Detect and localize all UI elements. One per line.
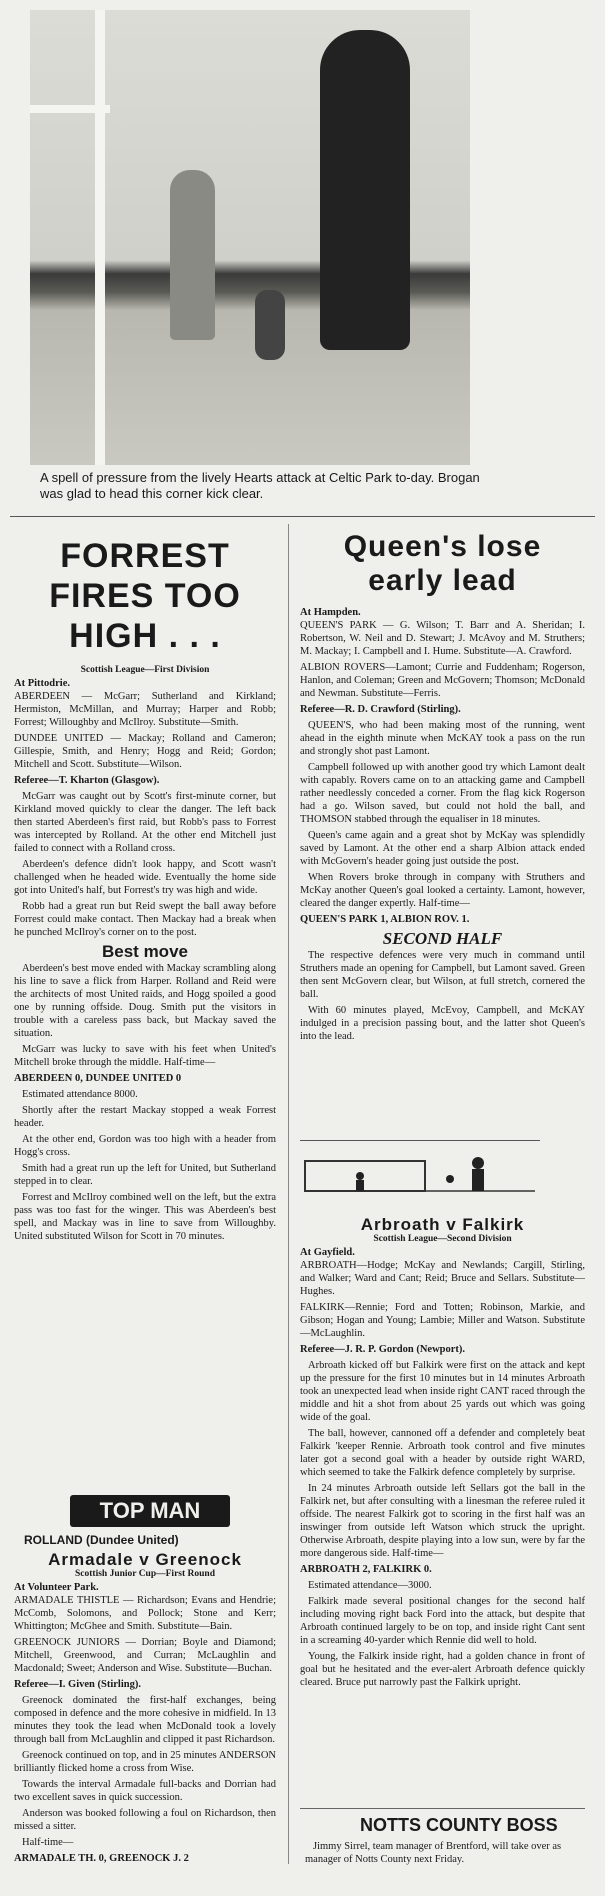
report-paragraph: Campbell followed up with another good try which Lamont dealt with capably. Rovers came on to an attacking game and Campbell rather needlessly conceded a corner. From the flag kick Rogerson had a go. Wilson saved, but could not hold the ball, and THOMSON stabbed through the equaliser in 18 minutes. xyxy=(300,762,585,825)
photo-caption: A spell of pressure from the lively Hearts attack at Celtic Park to-day. Brogan was glad to head this corner kick clear. xyxy=(40,470,480,501)
team-lineup: GREENOCK JUNIORS — Dorrian; Boyle and Diamond; Mitchell, Greenwood, and Curran; McLaughlin and Macdonald; Sweet; Anderson and Wise. Substitute—Buchan. xyxy=(14,1637,276,1674)
team-lineup: ALBION ROVERS—Lamont; Currie and Fuddenham; Rogerson, Hanlon, and Coleman; Green and McGovern; Thomson; McDonald and Newman. Substitute—Ferris. xyxy=(300,662,585,699)
team-lineup: ARMADALE THISTLE — Richardson; Evans and Hendrie; McComb, Solomons, and Pollock; Stone and Kerr; Whittington; McGhee and Smith. Substitute—Bain. xyxy=(14,1595,276,1632)
report-paragraph: Aberdeen's best move ended with Mackay scrambling along his line to save a flick from Harper. Rolland and Reid were the architects of most United raids, and Hogg spoiled a good one by running offside. Doug. Smith put the visitors in trouble with a careless pass back, but Mackay saved the situation. xyxy=(14,963,276,1039)
report-paragraph: Young, the Falkirk inside right, had a golden chance in front of goal but he hesitated and the ever-alert Arbroath defence quickly cleared. Bruce put narrowly past the Falkirk upright. xyxy=(300,1651,585,1688)
team-lineup: ARBROATH—Hodge; McKay and Newlands; Cargill, Stirling, and Walker; Ward and Cant; Reid; Bruce and Sellars. Substitute—Hughes. xyxy=(300,1260,585,1297)
league-kicker: Scottish League—First Division xyxy=(80,665,210,675)
team-lineup: DUNDEE UNITED — Mackay; Rolland and Cameron; Gillespie, Smith, and Henry; Hogg and Reid; Gordon; Mitchell and Scott. Substitute—Wilson. xyxy=(14,733,276,770)
report-paragraph: With 60 minutes played, McEvoy, Campbell, and McKAY indulged in a precision passing bout, and the latter shot Queen's into the lead. xyxy=(300,1005,585,1042)
report-paragraph: QUEEN'S, who had been making most of the running, went ahead in the eighth minute when McKAY took a pass on the run and strongly shot past Lamont. xyxy=(300,720,585,757)
report-paragraph: Queen's came again and a great shot by McKay was splendidly saved by Lamont. At the other end a sharp Albion attack ended with McGovern's header going just outside the post. xyxy=(300,830,585,867)
armadale-headline: Armadale v Greenock xyxy=(48,1550,242,1569)
report-paragraph: Estimated attendance 8000. xyxy=(22,1089,138,1100)
report-paragraph: Towards the interval Armadale full-backs and Dorrian had two excellent saves in quick succession. xyxy=(14,1779,276,1803)
headline-line: FIRES TOO xyxy=(49,577,241,615)
score-line: QUEEN'S PARK 1, ALBION ROV. 1. xyxy=(300,914,470,925)
arbroath-headline: Arbroath v Falkirk xyxy=(360,1215,525,1234)
team-lineup: FALKIRK—Rennie; Ford and Totten; Robinson, Markie, and Gibson; Hogan and Young; Lambie; Miller and Watson. Substitute—McLaughlin. xyxy=(300,1302,585,1339)
report-paragraph: When Rovers broke through in company with Struthers and McKay another Queen's goal looked a certainty. Lamont, however, cleared the danger expertly. Half-time— xyxy=(300,872,585,909)
player-figure-celtic xyxy=(170,170,215,340)
headline-line: HIGH . . . xyxy=(69,617,221,655)
report-paragraph: In 24 minutes Arbroath outside left Sellars got the ball in the Falkirk net, but after consulting with a linesman the referee ruled it offside. The nearest Falkirk got to scoring in the first half was an inswinger from outside left Watson which struck the upright. Otherwise Arbroath, despite playing into a low sun, were by far the more dangerous side. Half-time— xyxy=(300,1483,585,1559)
team-lineup: ABERDEEN — McGarr; Sutherland and Kirkland; Hermiston, McMillan, and Murray; Harper and Robb; Forrest; Willoughby and McIlroy. Substitute—Smith. xyxy=(14,691,276,728)
queens-headline xyxy=(300,530,585,598)
score-line: ARMADALE TH. 0, GREENOCK J. 2 xyxy=(14,1853,189,1864)
report-paragraph: Anderson was booked following a foul on Richardson, then missed a sitter. xyxy=(14,1808,276,1832)
report-paragraph: Smith had a great run up the left for United, but Sutherland stepped in to clear. xyxy=(14,1163,276,1187)
cup-kicker: Scottish Junior Cup—First Round xyxy=(75,1569,215,1579)
referee-line: Referee—T. Kharton (Glasgow). xyxy=(14,775,160,786)
venue: At Volunteer Park. xyxy=(14,1582,99,1593)
notts-headline: NOTTS COUNTY BOSS xyxy=(360,1815,558,1835)
match-photo xyxy=(30,10,470,465)
column-divider xyxy=(288,524,289,1864)
referee-line: Referee—R. D. Crawford (Stirling). xyxy=(300,704,461,715)
league-kicker: Scottish League—Second Division xyxy=(373,1234,512,1244)
report-paragraph: The respective defences were very much in command until Struthers made an opening for Campbell, but Lamont saved. Green then sent McGovern clear, but Wilson, at full stretch, cornered the ball. xyxy=(300,950,585,1000)
report-paragraph: Robb had a great run but Reid swept the ball away before Forrest could make contact. Then Mackay had a break when he punched McIlroy's corner on to the post. xyxy=(14,901,276,938)
report-paragraph: Half-time— xyxy=(22,1837,74,1848)
top-man-name: ROLLAND (Dundee United) xyxy=(24,1533,179,1547)
forrest-headline xyxy=(14,536,276,656)
report-paragraph: Forrest and McIlroy combined well on the left, but the extra pass was too fast for the winger. This was Aberdeen's best spell, and Mackay was in line to save from Willoughby. United substituted Wilson for Scott in 70 minutes. xyxy=(14,1192,276,1242)
report-paragraph: Estimated attendance—3000. xyxy=(308,1580,432,1591)
left-column xyxy=(14,536,276,1246)
photo-divider xyxy=(10,516,595,517)
subheading-best-move: Best move xyxy=(102,942,188,961)
headline-line: Queen's lose xyxy=(343,530,542,563)
report-paragraph: McGarr was caught out by Scott's first-minute corner, but Kirkland moved quickly to clear the danger. The left back then started Aberdeen's first raid, but Robb's pass to Forrest was intercepted by Rolland. At the other end Mitchell just failed to connect with a Rolland cross. xyxy=(14,791,276,854)
score-line: ABERDEEN 0, DUNDEE UNITED 0 xyxy=(14,1073,182,1084)
report-paragraph: Falkirk made several positional changes for the second half including moving right back Ford into the attack, but despite that Arbroath continued largely to be on top, and inside right Cant sent in a screaming 40-yarder which Rennie did well to hold. xyxy=(300,1596,585,1646)
left-column-lower xyxy=(14,1534,276,1868)
referee-line: Referee—I. Given (Stirling). xyxy=(14,1679,141,1690)
referee-line: Referee—J. R. P. Gordon (Newport). xyxy=(300,1344,466,1355)
report-paragraph: Greenock continued on top, and in 25 minutes ANDERSON brilliantly flicked home a cross from Wise. xyxy=(14,1750,276,1774)
report-paragraph: Aberdeen's defence didn't look happy, and Scott wasn't challenged when he headed wide. Eventually the home side got into United's half, but Forrest's try was high and wide. xyxy=(14,859,276,896)
report-paragraph: Shortly after the restart Mackay stopped a weak Forrest header. xyxy=(14,1105,276,1129)
right-column-lower xyxy=(300,1215,585,1692)
notts-divider xyxy=(300,1808,585,1809)
headline-line: early lead xyxy=(368,564,517,597)
goal-post xyxy=(95,10,105,465)
venue: At Pittodrie. xyxy=(14,678,70,689)
headline-line: FORREST xyxy=(60,537,230,575)
report-paragraph: The ball, however, cannoned off a defender and completely beat Falkirk 'keeper Rennie. Arbroath took control and five minutes later got a second goal with a header by outside right WARD, which seemed to take the Falkirk defence completely by surprise. xyxy=(300,1428,585,1478)
report-paragraph: Greenock dominated the first-half exchanges, being composed in defence and the more cohesive in midfield. In 13 minutes they took the lead when McDonald took a lovely through ball from McLaughlin and clipped it past Richardson. xyxy=(14,1695,276,1745)
top-man-badge: TOP MAN xyxy=(70,1495,230,1527)
subheading-second-half: SECOND HALF xyxy=(382,929,503,948)
player-figure-heading xyxy=(320,30,410,350)
goal-crossbar xyxy=(30,105,110,113)
venue: At Hampden. xyxy=(300,607,361,618)
football-sketch-icon xyxy=(300,1140,540,1206)
notts-body: Jimmy Sirrel, team manager of Brentford, will take over as manager of Notts County next Friday. xyxy=(305,1841,562,1865)
right-column xyxy=(300,530,585,1046)
report-paragraph: At the other end, Gordon was too high with a header from Hogg's cross. xyxy=(14,1134,276,1158)
team-lineup: QUEEN'S PARK — G. Wilson; T. Barr and A. Sheridan; I. Robertson, W. Neil and D. Stewart; J. McAvoy and M. Struthers; M. Mackay; I. Campbell and I. Hume. Substitute—A. Crawford. xyxy=(300,620,585,657)
report-paragraph: Arbroath kicked off but Falkirk were first on the attack and kept up the pressure for the first 10 minutes but in 14 minutes Arbroath took an unexpected lead when inside right CANT raced through the middle and hit a shot from about 25 yards out which was going wide of the goal. xyxy=(300,1360,585,1423)
player-figure-background xyxy=(255,290,285,360)
score-line: ARBROATH 2, FALKIRK 0. xyxy=(300,1564,432,1575)
report-paragraph: McGarr was lucky to save with his feet when United's Mitchell broke through the middle. Half-time— xyxy=(14,1044,276,1068)
venue: At Gayfield. xyxy=(300,1247,355,1258)
